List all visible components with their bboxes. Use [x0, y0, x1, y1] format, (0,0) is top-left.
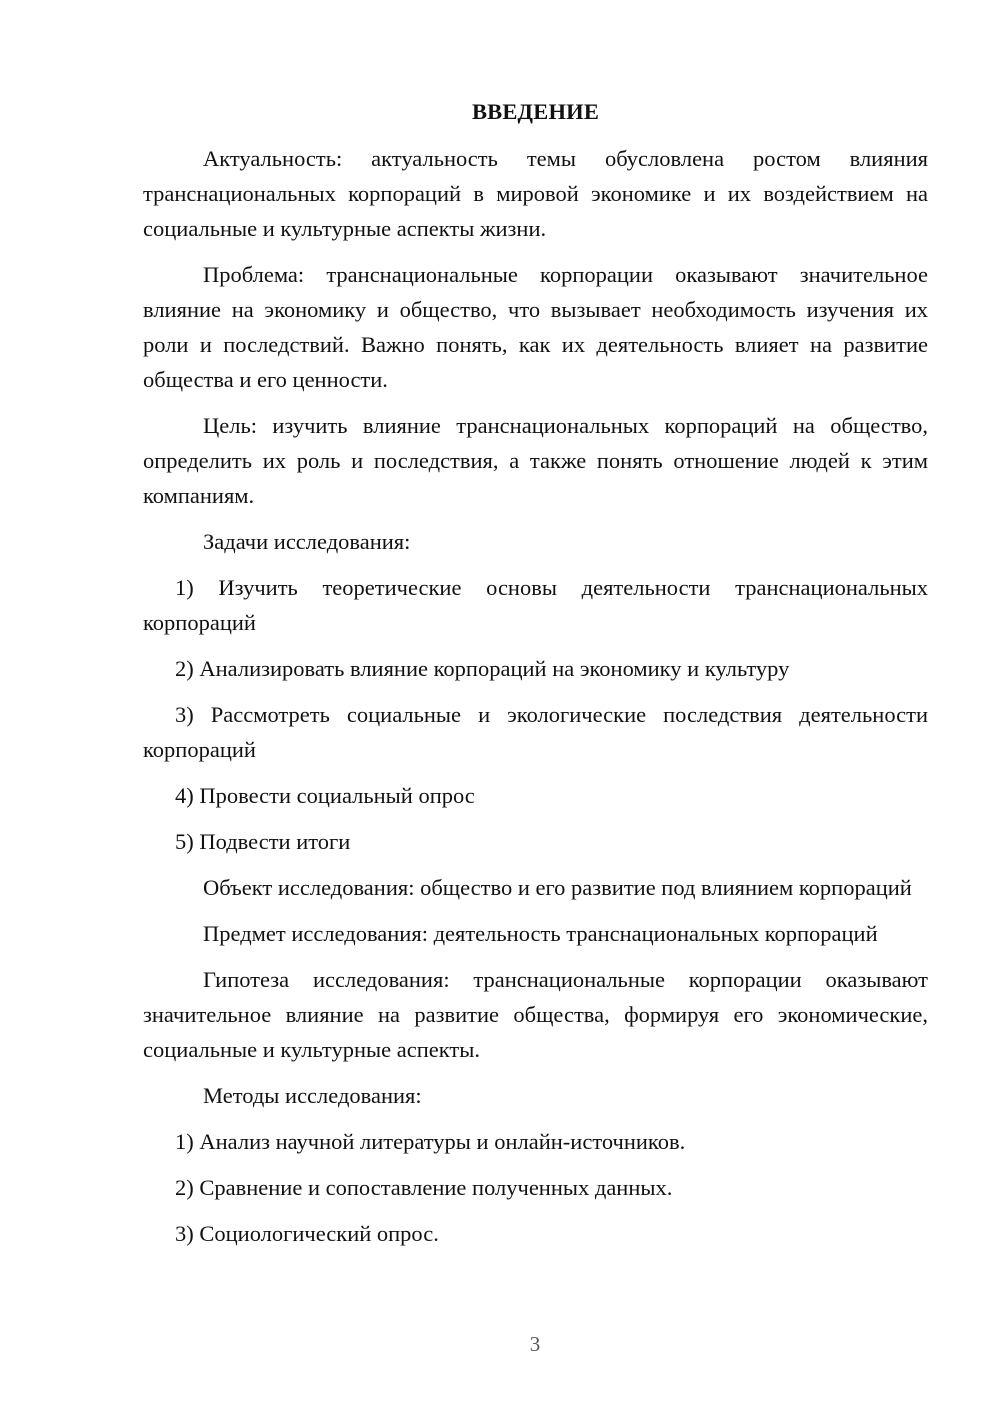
- subject-paragraph: Предмет исследования: деятельность транснациональных корпораций: [203, 921, 878, 946]
- tasks-heading: Задачи исследования:: [203, 529, 411, 554]
- task-item-2: 2) Анализировать влияние корпораций на экономику и культуру: [175, 656, 790, 681]
- problem-paragraph: Проблема: транснациональные корпорации оказывают значительное влияние на экономику и общество, что вызывает необходимость изучения их роли и последствий. Важно понять, как их деятельность влияет на развитие общества и его ценности.: [143, 262, 928, 392]
- task-item-1: 1) Изучить теоретические основы деятельности транснациональных корпораций: [143, 575, 928, 635]
- object-paragraph: Объект исследования: общество и его развитие под влиянием корпораций: [203, 875, 912, 900]
- method-item-1: 1) Анализ научной литературы и онлайн-источников.: [175, 1129, 686, 1154]
- goal-paragraph: Цель: изучить влияние транснациональных корпораций на общество, определить их роль и последствия, а также понять отношение людей к этим компаниям.: [143, 413, 928, 508]
- document-page: [143, 94, 928, 1262]
- method-item-3: 3) Социологический опрос.: [175, 1221, 439, 1246]
- task-item-4: 4) Провести социальный опрос: [175, 783, 475, 808]
- relevance-paragraph: Актуальность: актуальность темы обусловлена ростом влияния транснациональных корпораций в мировой экономике и их воздействием на социальные и культурные аспекты жизни.: [143, 146, 928, 241]
- method-item-2: 2) Сравнение и сопоставление полученных данных.: [175, 1175, 673, 1200]
- task-item-3: 3) Рассмотреть социальные и экологические последствия деятельности корпораций: [143, 702, 928, 762]
- page-title: ВВЕДЕНИЕ: [471, 99, 600, 124]
- page-number: 3: [529, 1332, 541, 1356]
- methods-heading: Методы исследования:: [203, 1083, 422, 1108]
- task-item-5: 5) Подвести итоги: [175, 829, 351, 854]
- hypothesis-paragraph: Гипотеза исследования: транснациональные корпорации оказывают значительное влияние на развитие общества, формируя его экономические, социальные и культурные аспекты.: [143, 967, 928, 1062]
